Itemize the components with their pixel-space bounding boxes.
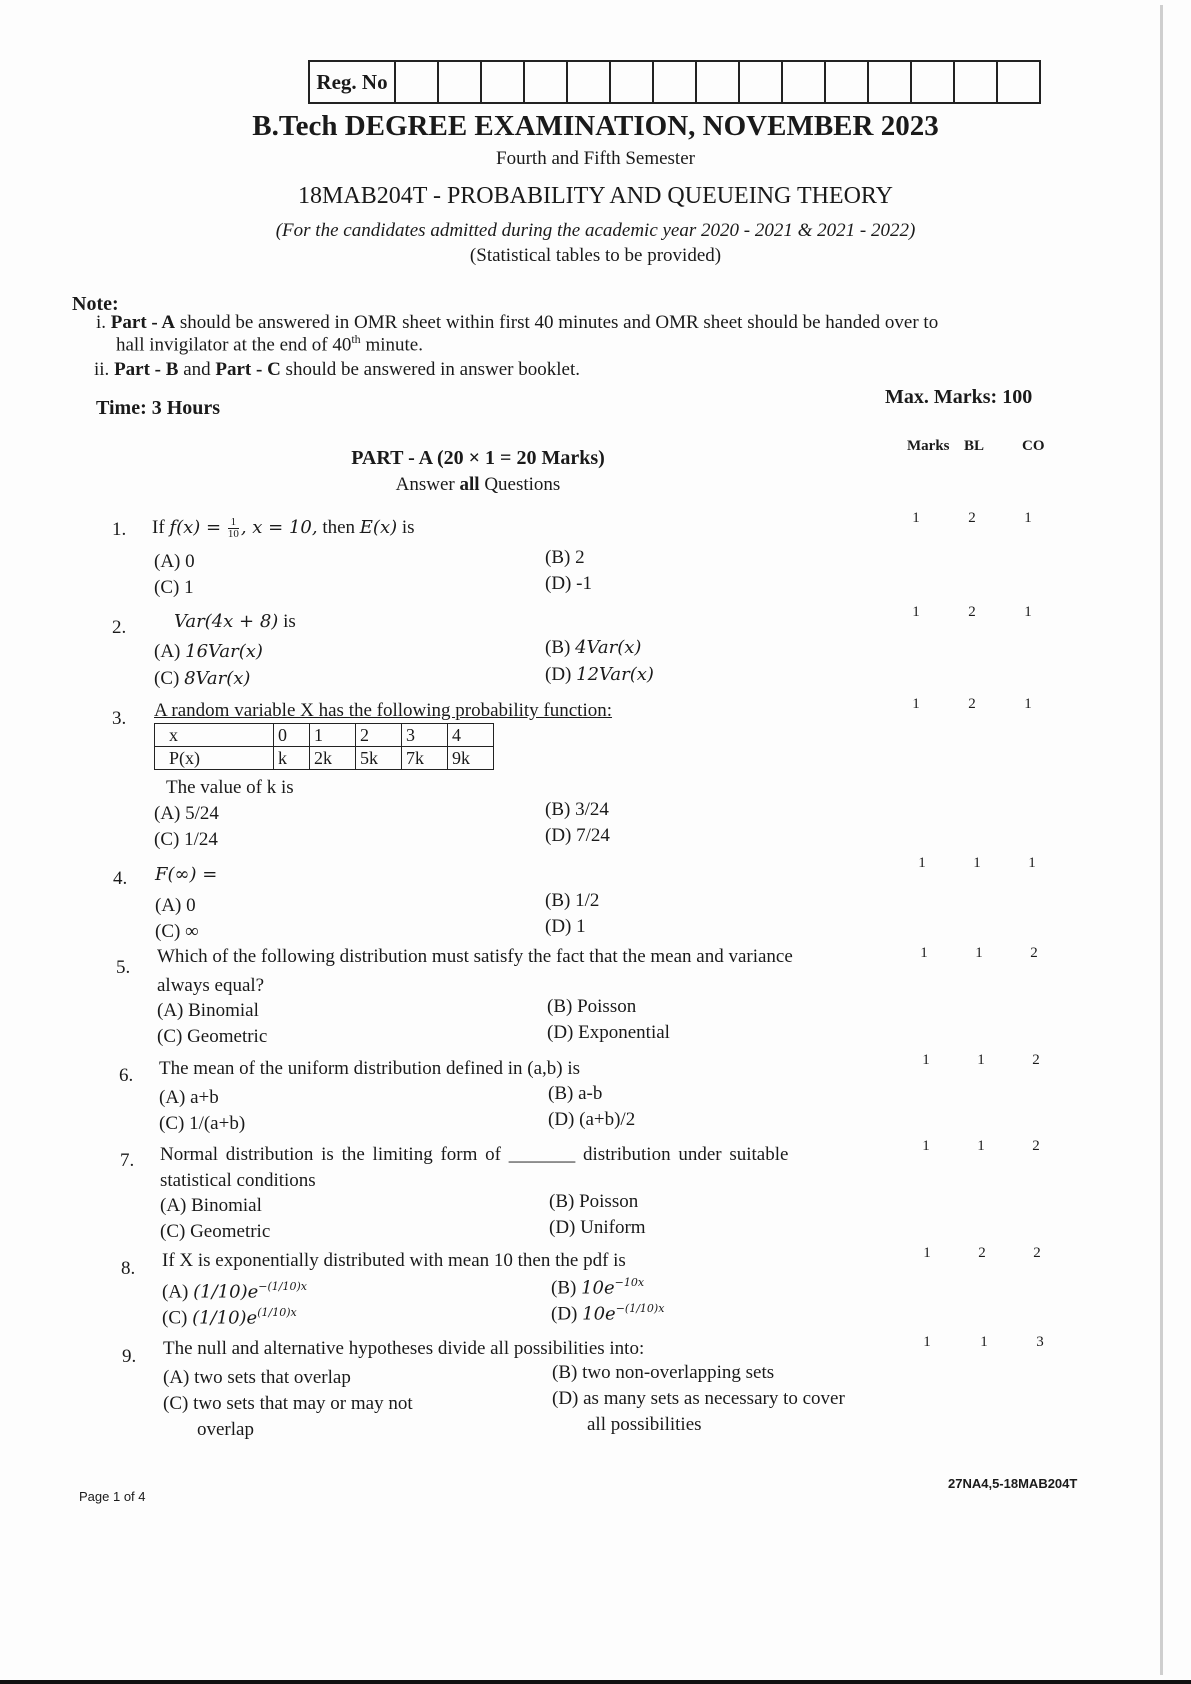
- reg-no-cell: [912, 62, 955, 102]
- note-ii-and: and: [178, 359, 216, 380]
- note-ii-prefix: ii.: [94, 359, 110, 380]
- frac-den: 10: [227, 528, 239, 541]
- option-a: (A) Binomial: [160, 1195, 262, 1216]
- option-c: (C) Geometric: [160, 1221, 271, 1242]
- reg-no-cell: [998, 62, 1041, 102]
- instr-b: all: [459, 474, 480, 495]
- note-i-text: should be answered in OMR sheet within first 40 minutes and OMR sheet should be handed over to: [175, 312, 939, 333]
- question-stem-line1: Which of the following distribution must satisfy the fact that the mean and variance: [157, 946, 793, 967]
- reg-no-cell: [697, 62, 740, 102]
- option-b: (B) 3/24: [545, 799, 609, 820]
- co: 2: [1033, 1245, 1041, 1261]
- option-d: (D) (a+b)/2: [548, 1109, 636, 1130]
- semester: Fourth and Fifth Semester: [496, 148, 695, 169]
- part-a-instruction: [0, 474, 956, 496]
- option-a: (A) Binomial: [157, 1000, 259, 1021]
- stem-math: f(x) =: [169, 517, 222, 538]
- option-c: (C) 1/(a+b): [159, 1113, 246, 1134]
- stem-pre: If: [152, 517, 170, 538]
- scan-bottom-edge: [0, 1680, 1191, 1684]
- note-i-line2-b: minute.: [360, 334, 423, 356]
- reg-no-cell: [568, 62, 611, 102]
- stem-math: F(∞) =: [155, 864, 218, 885]
- bl: 1: [980, 1334, 988, 1350]
- option-a: [154, 641, 263, 663]
- reg-no-cell: [783, 62, 826, 102]
- table-row: [155, 747, 494, 770]
- option-c: (C) ∞: [155, 921, 199, 942]
- question-number: 6.: [119, 1065, 134, 1086]
- option-a: (A) 0: [155, 895, 196, 916]
- part-a-heading: PART - A (20 × 1 = 20 Marks): [351, 447, 605, 469]
- option-b: (B) Poisson: [549, 1191, 639, 1212]
- col-header-co: CO: [1022, 438, 1045, 454]
- table-cell: 9k: [448, 747, 494, 770]
- stem-post: is: [397, 517, 415, 538]
- question-number: 4.: [113, 868, 128, 889]
- marks: 1: [923, 1334, 931, 1350]
- option-b: [551, 1276, 644, 1299]
- opt-math: 16Var(x): [185, 641, 263, 662]
- co: 1: [1024, 510, 1032, 526]
- co: 1: [1028, 855, 1036, 871]
- stem-mid: then: [317, 517, 360, 538]
- max-marks: Max. Marks: 100: [885, 386, 1033, 408]
- bl: 1: [977, 1138, 985, 1154]
- co: 3: [1036, 1334, 1044, 1350]
- question-stem: The mean of the uniform distribution defined in (a,b) is: [159, 1058, 581, 1079]
- opt-math: 10e: [582, 1303, 616, 1325]
- opt-exponent: −10x: [614, 1276, 645, 1289]
- bl: 1: [973, 855, 981, 871]
- frac-num: 1: [228, 517, 239, 529]
- bl: 2: [968, 604, 976, 620]
- opt-math: 4Var(x): [575, 637, 642, 658]
- table-cell: 2k: [310, 747, 356, 770]
- opt-math: 10e: [581, 1277, 615, 1299]
- marks: 1: [922, 1052, 930, 1068]
- option-c-line1: (C) two sets that may or may not: [163, 1393, 413, 1414]
- question-number: 9.: [122, 1346, 137, 1367]
- opt-exponent: −(1/10)x: [258, 1280, 307, 1293]
- opt-label: (B): [551, 1277, 582, 1299]
- option-d: (D) -1: [545, 573, 592, 594]
- tables-note: (Statistical tables to be provided): [469, 245, 722, 266]
- page-number: Page 1 of 4: [79, 1489, 146, 1504]
- question-stem: [152, 517, 415, 540]
- option-a: (A) a+b: [159, 1087, 219, 1108]
- col-header-bl: BL: [964, 438, 985, 454]
- reg-no-cell: [396, 62, 439, 102]
- option-d-line2: all possibilities: [587, 1414, 702, 1435]
- exam-title: B.Tech DEGREE EXAMINATION, NOVEMBER 2023: [252, 110, 939, 142]
- question-stem-line1: Normal distribution is the limiting form of _______ distribution under suitable: [160, 1144, 789, 1165]
- table-cell: 3: [402, 724, 448, 747]
- question-stem: A random variable X has the following probability function:: [154, 700, 613, 721]
- option-b: (B) a-b: [548, 1083, 603, 1104]
- question-stem: If X is exponentially distributed with mean 10 then the pdf is: [162, 1250, 626, 1271]
- reg-no-cell: [955, 62, 998, 102]
- opt-label: (B): [545, 637, 576, 658]
- probability-table: [154, 723, 494, 770]
- option-c: (C) 1: [154, 577, 194, 598]
- question-stem: [174, 611, 296, 633]
- note-item-2: [94, 359, 580, 381]
- question-number: 8.: [121, 1258, 136, 1279]
- option-b: [545, 637, 641, 659]
- marks: 1: [922, 1138, 930, 1154]
- marks: 1: [920, 945, 928, 961]
- table-cell: 1: [310, 724, 356, 747]
- reg-no-label: Reg. No: [310, 62, 396, 102]
- exam-duration: Time: 3 Hours: [96, 397, 221, 419]
- col-header-marks: Marks: [907, 438, 950, 454]
- option-b: (B) two non-overlapping sets: [552, 1362, 775, 1383]
- marks: 1: [912, 604, 920, 620]
- marks: 1: [918, 855, 926, 871]
- option-d-line1: (D) as many sets as necessary to cover: [552, 1388, 845, 1409]
- option-d: (D) Uniform: [549, 1217, 646, 1238]
- reg-no-cell: [826, 62, 869, 102]
- note-i-sup: th: [351, 332, 361, 346]
- bl: 2: [968, 696, 976, 712]
- reg-no-cell: [654, 62, 697, 102]
- option-c-line2: overlap: [197, 1419, 254, 1440]
- co: 1: [1024, 604, 1032, 620]
- opt-label: (D): [551, 1303, 583, 1325]
- note-part-b: Part - B: [114, 359, 179, 380]
- reg-no-cell: [869, 62, 912, 102]
- question-number: 7.: [120, 1150, 135, 1171]
- table-cell: k: [274, 747, 310, 770]
- stem-post: is: [278, 611, 296, 632]
- fraction: [228, 517, 239, 540]
- note-ii-text: should be answered in answer booklet.: [280, 359, 580, 380]
- instr-c: Questions: [479, 474, 561, 495]
- co: 2: [1030, 945, 1038, 961]
- option-b: (B) 1/2: [545, 890, 600, 911]
- question-stem-line2: always equal?: [157, 975, 265, 996]
- option-a: (A) 5/24: [154, 803, 219, 824]
- option-d: [551, 1302, 664, 1325]
- option-b: (B) Poisson: [547, 996, 637, 1017]
- note-item-1-line2: [116, 332, 423, 356]
- opt-label: (A): [154, 641, 186, 662]
- opt-math: (1/10)e: [193, 1281, 259, 1303]
- stem-math: Var(4x + 8): [174, 611, 279, 632]
- option-d: (D) 1: [545, 916, 586, 937]
- question-number: 5.: [116, 957, 131, 978]
- option-c: (C) 1/24: [154, 829, 218, 850]
- opt-label: (A): [162, 1281, 194, 1303]
- question-stem: [155, 864, 217, 886]
- table-cell: 2: [356, 724, 402, 747]
- note-heading: Note:: [72, 293, 119, 315]
- marks: 1: [912, 510, 920, 526]
- option-d: (D) Exponential: [547, 1022, 670, 1043]
- option-a: (A) 0: [154, 551, 195, 572]
- option-c: [154, 668, 250, 690]
- marks: 1: [923, 1245, 931, 1261]
- bl: 2: [978, 1245, 986, 1261]
- opt-math: (1/10)e: [192, 1307, 258, 1329]
- reg-no-cell: [525, 62, 568, 102]
- option-c: [162, 1306, 297, 1329]
- table-cell: P(x): [155, 747, 274, 770]
- table-cell: 0: [274, 724, 310, 747]
- question-followup: The value of k is: [166, 777, 294, 798]
- stem-math-3: E(x): [359, 517, 398, 538]
- note-i-prefix: i.: [96, 312, 107, 333]
- question-number: 3.: [112, 708, 127, 729]
- note-part-c: Part - C: [215, 359, 281, 380]
- question-number: 2.: [112, 617, 127, 638]
- reg-no-cell: [611, 62, 654, 102]
- option-b: (B) 2: [545, 547, 585, 568]
- option-a: [162, 1280, 307, 1303]
- opt-label: (C): [154, 668, 185, 689]
- option-d: [545, 664, 654, 686]
- bl: 1: [977, 1052, 985, 1068]
- table-cell: 5k: [356, 747, 402, 770]
- option-a: (A) two sets that overlap: [163, 1367, 351, 1388]
- table-cell: x: [155, 724, 274, 747]
- reg-no-box: [308, 60, 1041, 104]
- opt-exponent: (1/10)x: [257, 1306, 297, 1319]
- note-i-line2-a: hall invigilator at the end of 40: [116, 334, 352, 356]
- bl: 1: [975, 945, 983, 961]
- reg-no-cell: [482, 62, 525, 102]
- question-number: 1.: [112, 519, 127, 540]
- co: 1: [1024, 696, 1032, 712]
- co: 2: [1032, 1138, 1040, 1154]
- option-d: (D) 7/24: [545, 825, 610, 846]
- marks: 1: [912, 696, 920, 712]
- table-cell: 7k: [402, 747, 448, 770]
- opt-label: (C): [162, 1307, 193, 1329]
- candidates-note: (For the candidates admitted during the academic year 2020 - 2021 & 2021 - 2022): [275, 220, 916, 241]
- paper-code: 27NA4,5-18MAB204T: [948, 1476, 1078, 1491]
- table-cell: 4: [448, 724, 494, 747]
- note-part-a: Part - A: [110, 312, 176, 333]
- question-stem-line2: statistical conditions: [160, 1170, 316, 1191]
- co: 2: [1032, 1052, 1040, 1068]
- course-title: 18MAB204T - PROBABILITY AND QUEUEING THEORY: [298, 183, 893, 209]
- opt-math: 12Var(x): [576, 664, 654, 685]
- question-stem: The null and alternative hypotheses divide all possibilities into:: [163, 1338, 645, 1359]
- table-row: [155, 724, 494, 747]
- note-item-1: [96, 312, 938, 334]
- instr-a: Answer: [395, 474, 460, 495]
- opt-math: 8Var(x): [184, 668, 251, 689]
- reg-no-cell: [439, 62, 482, 102]
- opt-label: (D): [545, 664, 577, 685]
- reg-no-cell: [740, 62, 783, 102]
- option-c: (C) Geometric: [157, 1026, 268, 1047]
- bl: 2: [968, 510, 976, 526]
- stem-math-2: , x = 10,: [240, 517, 318, 538]
- opt-exponent: −(1/10)x: [615, 1302, 665, 1315]
